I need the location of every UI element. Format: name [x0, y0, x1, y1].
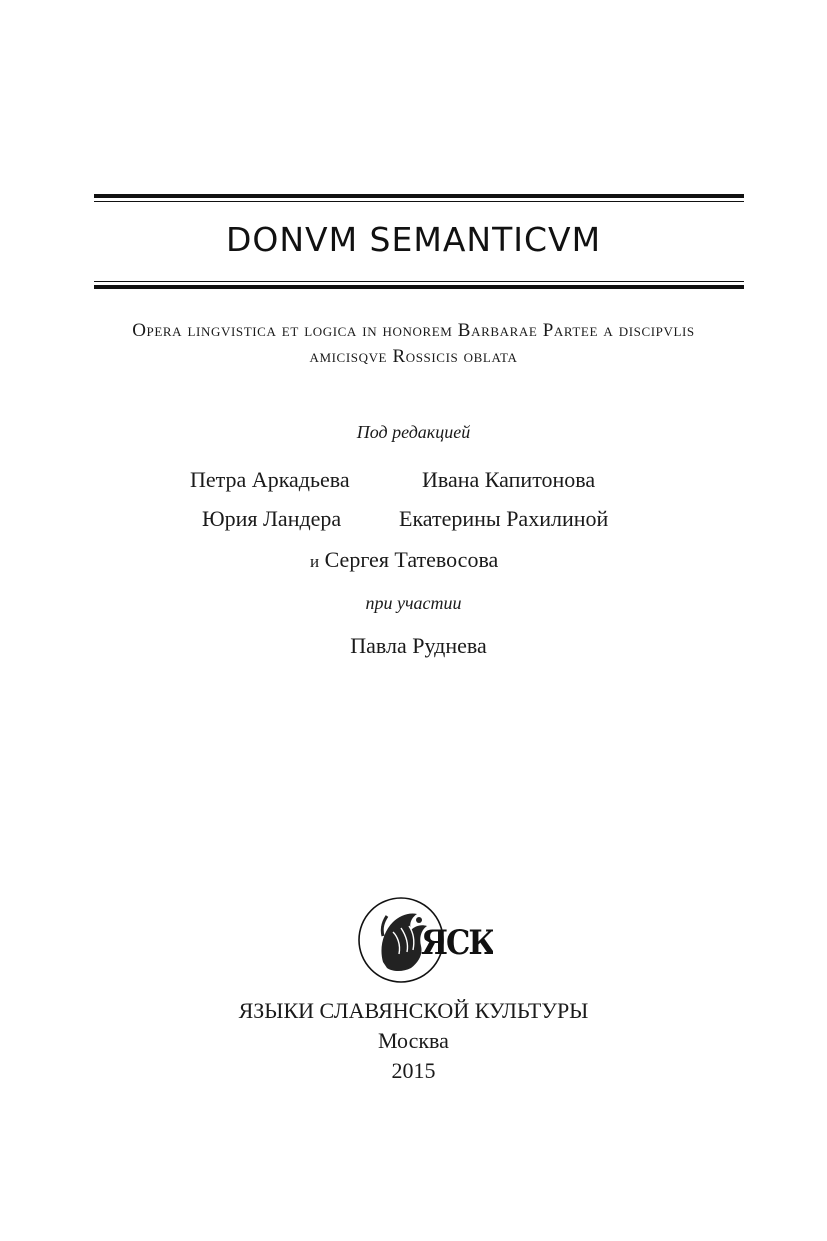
subtitle-line-1: Opera lingvistica et logica in honorem Barbarae Partee a discipvlis [132, 320, 695, 341]
publisher-logo [353, 892, 493, 988]
top-rule-thin [94, 201, 744, 202]
bottom-rule-thin [94, 281, 744, 282]
editor-tatevosov-line [310, 547, 498, 575]
angel-icon [353, 892, 493, 988]
editor-arkadiev: Петра Аркадьева [190, 467, 350, 492]
logo-text: ЯСК [421, 923, 493, 963]
participation-label: при участии [365, 593, 462, 613]
bottom-rule-thick [94, 285, 744, 289]
editor-lander: Юрия Ландера [202, 506, 342, 531]
editor-rakhilina: Екатерины Рахилиной [399, 506, 609, 531]
editor-kapitonov: Ивана Капитонова [422, 467, 596, 492]
editors-label: Под редакцией [356, 422, 471, 442]
publisher-city: Москва [378, 1028, 449, 1053]
editor-tatevosov: Сергея Татевосова [324, 547, 499, 572]
participant-rudnev: Павла Руднева [350, 633, 487, 658]
subtitle-line-2: amicisqve Rossicis oblata [309, 346, 518, 367]
publisher-name: ЯЗЫКИ СЛАВЯНСКОЙ КУЛЬТУРЫ [238, 998, 589, 1023]
publication-year: 2015 [391, 1058, 436, 1083]
top-rule-thick [94, 194, 744, 198]
book-title: DONVM SEMANTICVM [225, 220, 602, 259]
subtitle [100, 318, 727, 370]
conjunction: и [310, 552, 320, 571]
